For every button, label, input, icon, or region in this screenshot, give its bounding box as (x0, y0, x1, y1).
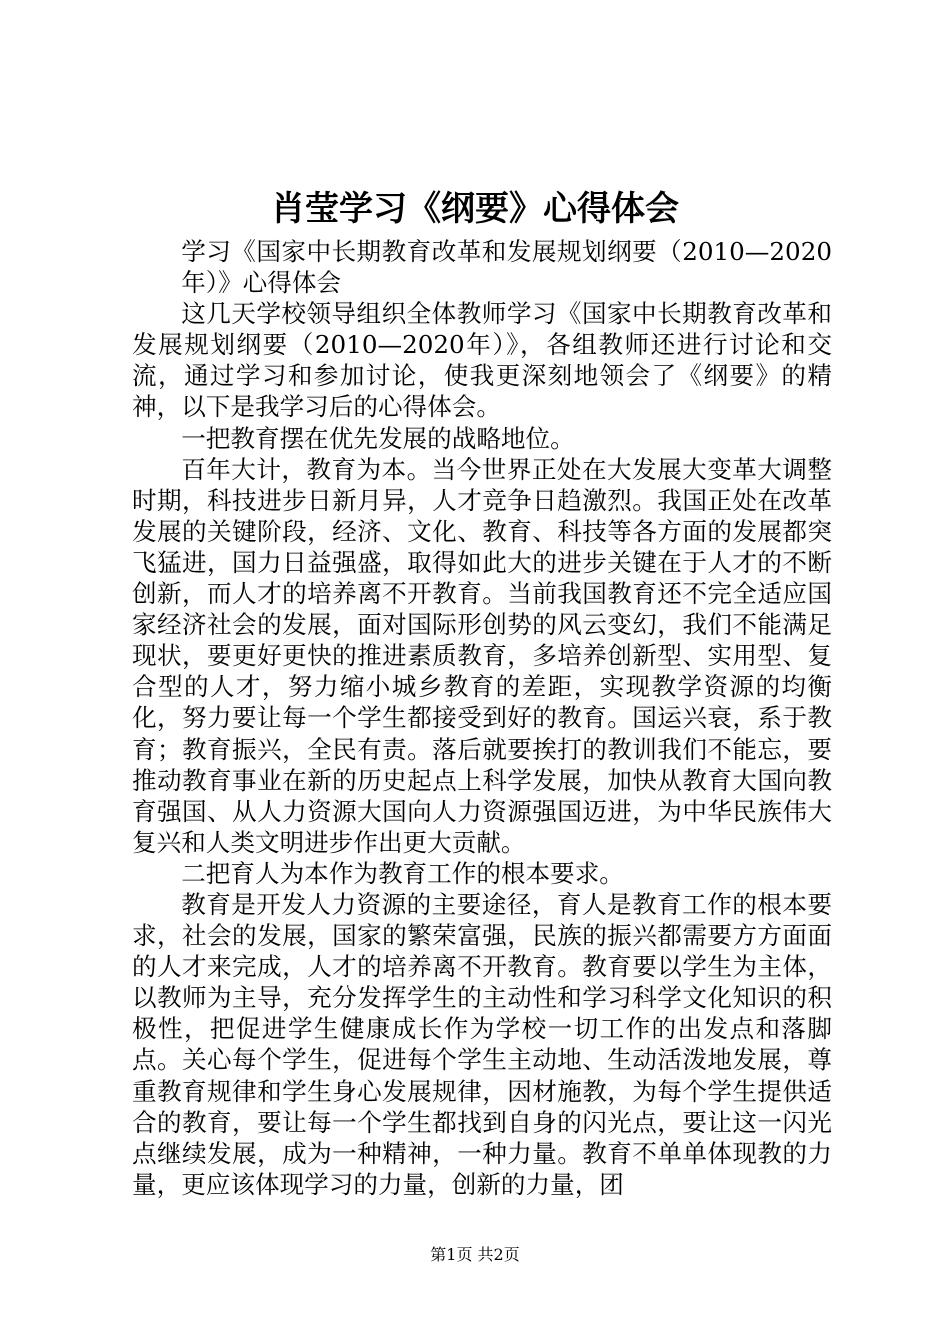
section-heading-2: 二把育人为本作为教育工作的根本要求。 (181, 858, 624, 888)
document-subtitle: 学习《国家中长期教育改革和发展规划纲要（2010—2020年）》心得体会 (181, 237, 832, 298)
section-heading-1: 一把教育摆在优先发展的战略地位。 (181, 423, 575, 453)
document-title: 肖莹学习《纲要》心得体会 (271, 189, 679, 229)
paragraph-intro: 这几天学校领导组织全体教师学习《国家中长期教育改革和发展规划纲要（2010—2020年）》，各组教师还进行讨论和交流，通过学习和参加讨论，使我更深刻地领会了《纲要》的精神，以下是我学习后的心得体会。 (132, 299, 832, 422)
paragraph-section-2: 教育是开发人力资源的主要途径，育人是教育工作的根本要求，社会的发展，国家的繁荣富强，民族的振兴都需要方方面面的人才来完成，人才的培养离不开教育。教育要以学生为主体，以教师为主导，充分发挥学生的主动性和学习科学文化知识的积极性，把促进学生健康成长作为学校一切工作的出发点和落脚点。关心每个学生，促进每个学生主动地、生动活泼地发展，尊重教育规律和学生身心发展规律，因材施教，为每个学生提供适合的教育，要让每一个学生都找到自身的闪光点，要让这一闪光点继续发展，成为一种精神，一种力量。教育不单单体现教的力量，更应该体现学习的力量，创新的力量，团 (132, 889, 832, 1199)
paragraph-section-1: 百年大计，教育为本。当今世界正处在大发展大变革大调整时期，科技进步日新月异，人才竞争日趋激烈。我国正处在改革发展的关键阶段，经济、文化、教育、科技等各方面的发展都突飞猛进，国力日益强盛，取得如此大的进步关键在于人才的不断创新，而人才的培养离不开教育。当前我国教育还不完全适应国家经济社会的发展，面对国际形创势的风云变幻，我们不能满足现状，要更好更快的推进素质教育，多培养创新型、实用型、复合型的人才，努力缩小城乡教育的差距，实现教学资源的均衡化，努力要让每一个学生都接受到好的教育。国运兴衰，系于教育；教育振兴，全民有责。落后就要挨打的教训我们不能忘，要推动教育事业在新的历史起点上科学发展，加快从教育大国向教育强国、从人力资源大国向人力资源强国迈进，为中华民族伟大复兴和人类文明进步作出更大贡献。 (132, 454, 832, 857)
page-footer: 第1页 共2页 (430, 1245, 520, 1264)
document-body (132, 236, 832, 1200)
